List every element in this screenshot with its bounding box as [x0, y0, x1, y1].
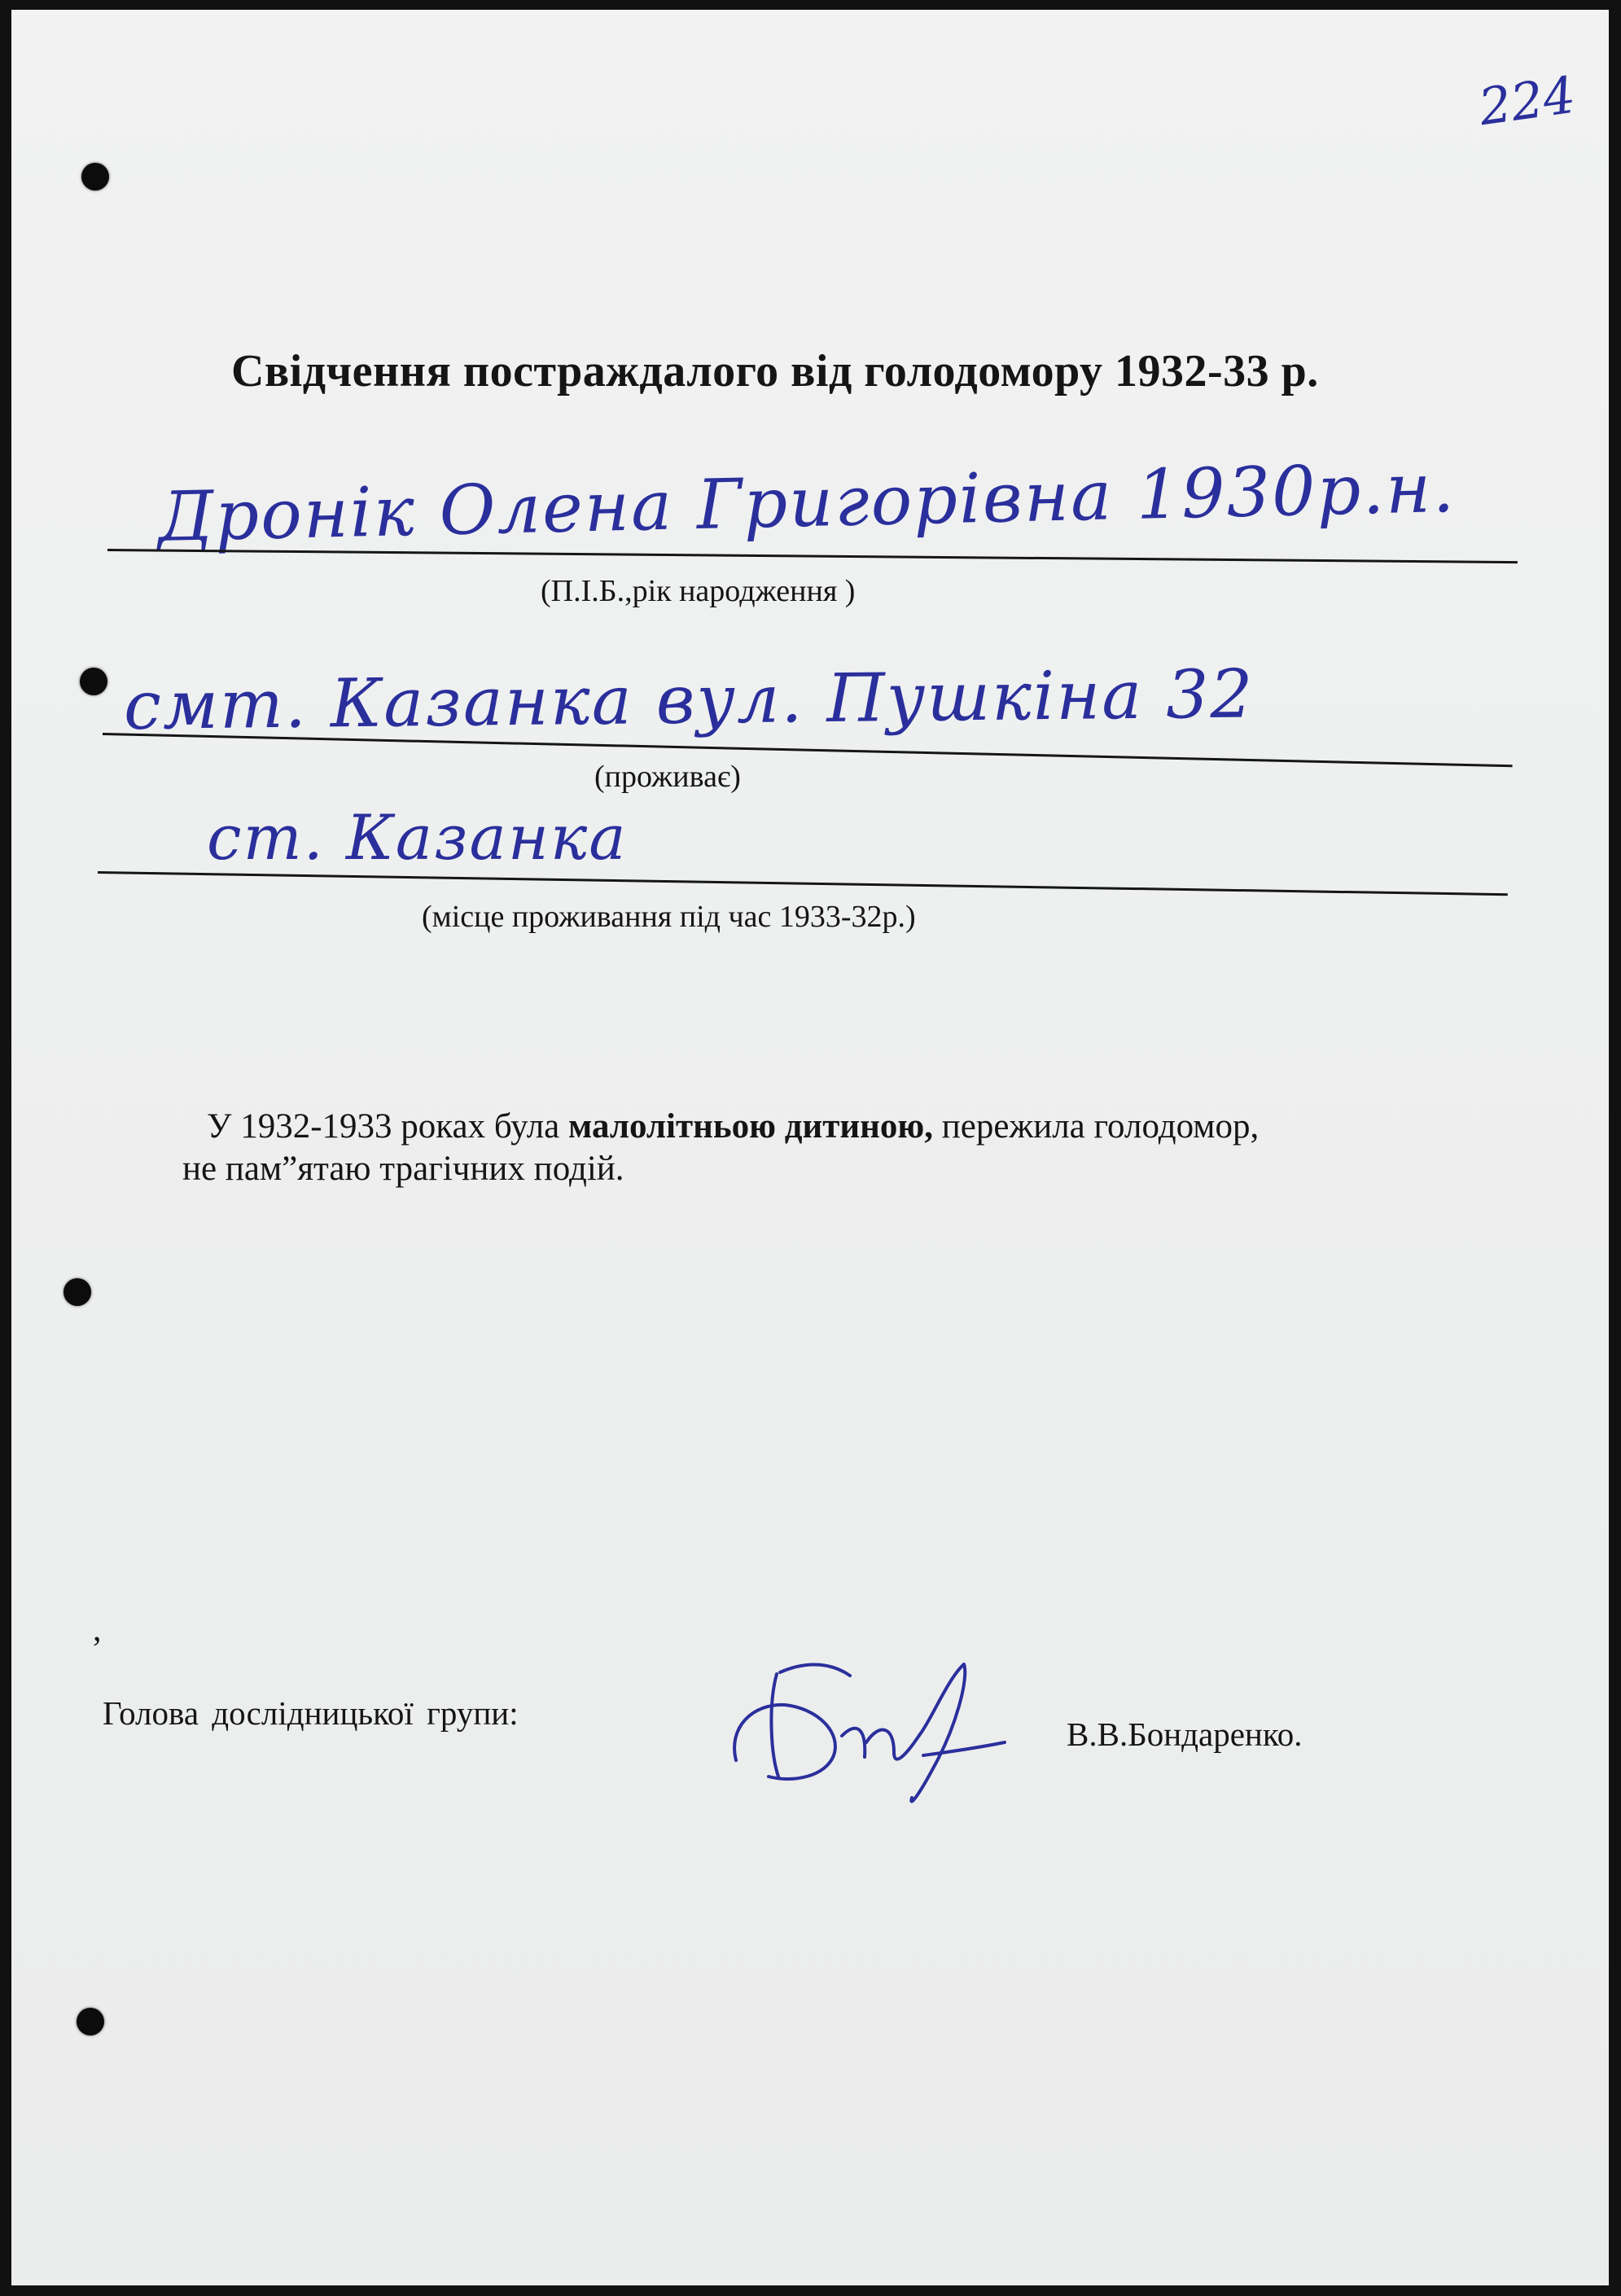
- residence-underline: [103, 733, 1513, 767]
- testimony-line-1-end: пережила голодомор,: [933, 1107, 1260, 1146]
- handwritten-signature: [720, 1654, 1013, 1817]
- famine-place-underline: [98, 871, 1508, 896]
- famine-place-caption: (місце проживання під час 1933-32р.): [422, 900, 916, 934]
- document-page: [11, 10, 1609, 2285]
- signature-name: В.В.Бондаренко.: [1067, 1715, 1303, 1753]
- name-value: Дронік Олена Григорівна 1930р.н.: [156, 447, 1457, 557]
- page-number: 224: [1475, 64, 1579, 138]
- testimony-line-1-start: У 1932-1933 роках була: [207, 1107, 568, 1146]
- name-caption: (П.І.Б.,рік народження ): [541, 574, 856, 608]
- residence-value: смт. Казанка вул. Пушкіна 32: [123, 655, 1255, 745]
- name-underline: [107, 549, 1518, 563]
- residence-caption: (проживає): [594, 760, 741, 794]
- testimony-line-1: [182, 1106, 1420, 1148]
- famine-place-value: ст. Казанка: [207, 801, 628, 874]
- punch-hole-2: [80, 668, 107, 695]
- testimony-line-1-bold: малолітньою дитиною,: [567, 1107, 934, 1146]
- stray-comma: ,: [93, 1611, 102, 1649]
- signature-label: Голова дослідницької групи:: [103, 1694, 519, 1732]
- punch-hole-1: [81, 163, 109, 191]
- punch-hole-3: [64, 1278, 91, 1306]
- document-title: Свідчення постраждалого від голодомору 1932-33 р.: [231, 346, 1319, 397]
- testimony-line-2: не пам”ятаю трагічних подій.: [182, 1150, 624, 1188]
- punch-hole-4: [77, 2008, 104, 2035]
- testimony-text: [182, 1106, 1420, 1190]
